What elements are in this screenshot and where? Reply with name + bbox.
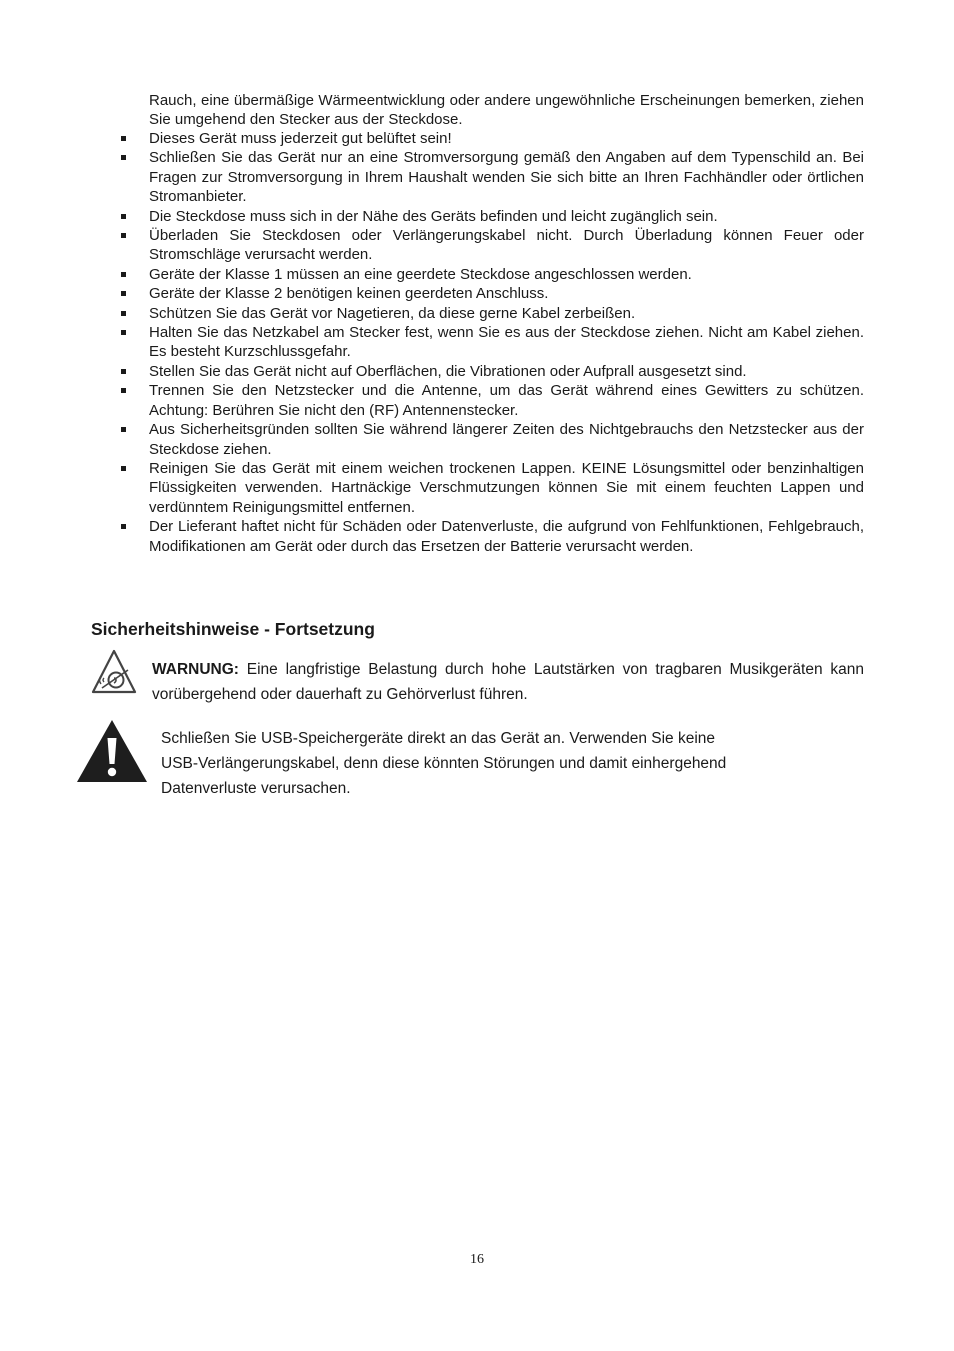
bullet-square-icon <box>121 136 126 141</box>
bullet-square-icon <box>121 272 126 277</box>
bullet-square-icon <box>121 311 126 316</box>
list-item: Der Lieferant haftet nicht für Schäden oder Datenverluste, die aufgrund von Fehlfunktionen, Fehlgebrauch, Modifikationen am Gerät oder durch das Ersetzen der Batterie verursacht werden. <box>149 517 864 556</box>
bullet-square-icon <box>121 369 126 374</box>
bullet-square-icon <box>121 214 126 219</box>
list-item: Reinigen Sie das Gerät mit einem weichen trockenen Lappen. KEINE Lösungsmittel oder benzinhaltigen Flüssigkeiten verwenden. Hartnäckige Verschmutzungen können Sie mit einem feuchten Lappen und verdünntem Reinigungsmittel entfernen. <box>149 459 864 517</box>
list-item: Dieses Gerät muss jederzeit gut belüftet sein! <box>149 129 864 148</box>
list-item: Aus Sicherheitsgründen sollten Sie während längerer Zeiten des Nichtgebrauchs den Netzstecker aus der Steckdose ziehen. <box>149 420 864 459</box>
bullet-square-icon <box>121 388 126 393</box>
bullet-square-icon <box>121 524 126 529</box>
hearing-warning-text: WARNUNG: Eine langfristige Belastung durch hohe Lautstärken von tragbaren Musikgeräten kann vorübergehend oder dauerhaft zu Gehörverlust führen. <box>152 661 864 703</box>
bullet-square-icon <box>121 233 126 238</box>
continuation-paragraph: Rauch, eine übermäßige Wärmeentwicklung oder andere ungewöhnliche Erscheinungen bemerken, ziehen Sie umgehend den Stecker aus der Steckdose. <box>149 92 864 129</box>
section-title: Sicherheitshinweise - Fortsetzung <box>91 619 375 639</box>
bullet-square-icon <box>121 330 126 335</box>
list-item: Stellen Sie das Gerät nicht auf Oberflächen, die Vibrationen oder Aufprall ausgesetzt sind. <box>149 362 864 381</box>
list-item: Trennen Sie den Netzstecker und die Antenne, um das Gerät während eines Gewitters zu schützen. Achtung: Berühren Sie nicht den (RF) Antennenstecker. <box>149 381 864 420</box>
bullet-square-icon <box>121 291 126 296</box>
exclamation-triangle-icon <box>76 718 148 784</box>
warning-label: WARNUNG: <box>152 661 239 678</box>
usb-warning-text: Schließen Sie USB-Speichergeräte direkt an das Gerät an. Verwenden Sie keine USB-Verlängerungskabel, denn diese könnten Störungen und damit einhergehend Datenverluste verursachen. <box>161 730 727 797</box>
list-item: Schützen Sie das Gerät vor Nagetieren, da diese gerne Kabel zerbeißen. <box>149 304 864 323</box>
list-item: Geräte der Klasse 1 müssen an eine geerdete Steckdose angeschlossen werden. <box>149 265 864 284</box>
list-item: Geräte der Klasse 2 benötigen keinen geerdeten Anschluss. <box>149 284 864 303</box>
list-item: Schließen Sie das Gerät nur an eine Stromversorgung gemäß den Angaben auf dem Typenschild an. Bei Fragen zur Stromversorgung in Ihrem Haushalt wenden Sie sich bitte an Ihren Fachhändler oder örtlichen Stromanbieter. <box>149 148 864 206</box>
list-item: Überladen Sie Steckdosen oder Verlängerungskabel nicht. Durch Überladung können Feuer oder Stromschläge verursacht werden. <box>149 226 864 265</box>
safety-bullet-list <box>0 129 864 556</box>
bullet-square-icon <box>121 427 126 432</box>
list-item: Halten Sie das Netzkabel am Stecker fest, wenn Sie es aus der Steckdose ziehen. Nicht am Kabel ziehen. Es besteht Kurzschlussgefahr. <box>149 323 864 362</box>
page-number: 16 <box>470 1252 484 1267</box>
bullet-square-icon <box>121 155 126 160</box>
bullet-square-icon <box>121 466 126 471</box>
list-item: Die Steckdose muss sich in der Nähe des Geräts befinden und leicht zugänglich sein. <box>149 207 864 226</box>
hearing-warning-icon <box>90 648 138 696</box>
